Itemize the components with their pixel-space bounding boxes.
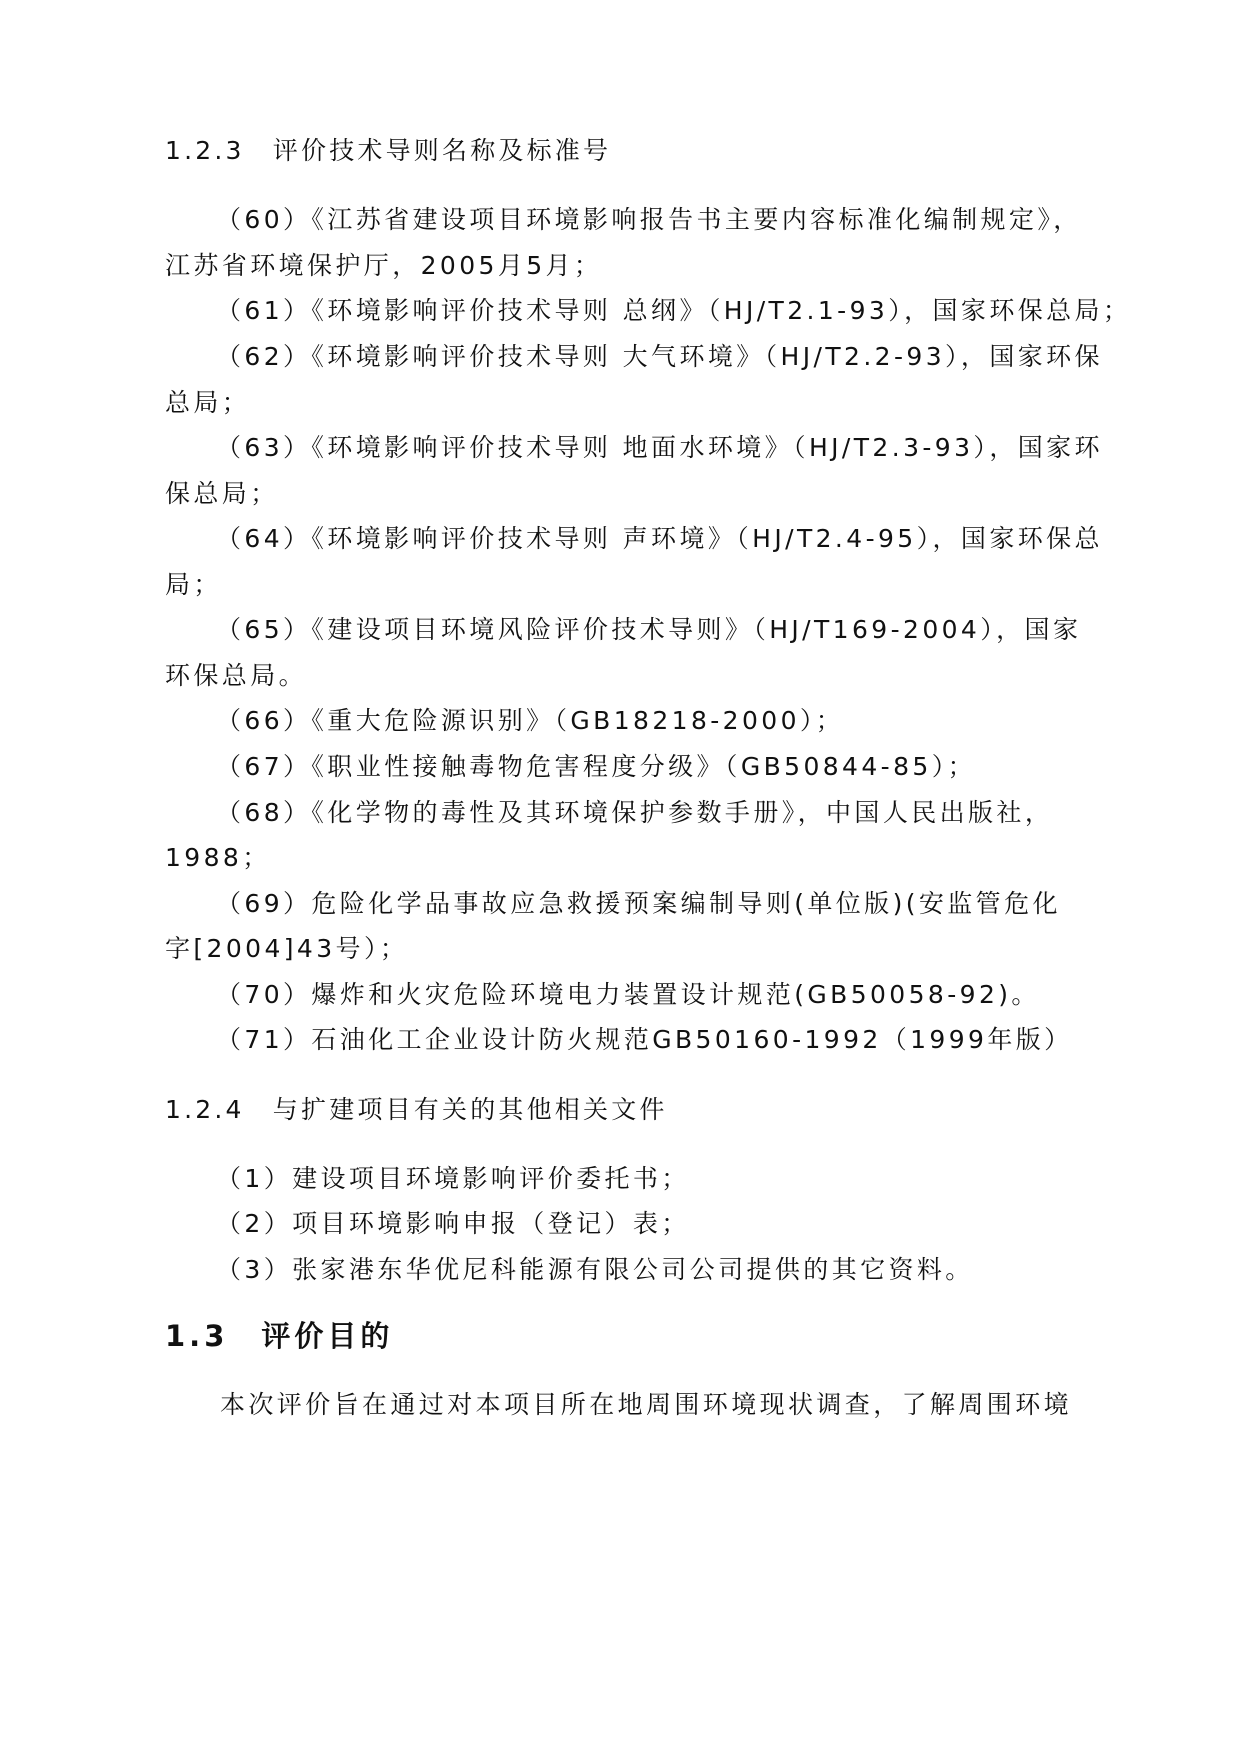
ref-item-68-line2: 1988； [165, 843, 271, 872]
related-file-item-3: （3）张家港东华优尼科能源有限公司公司提供的其它资料。 [216, 1255, 974, 1284]
ref-item-62-line2: 总局； [165, 388, 251, 417]
ref-item-67: （67）《职业性接触毒物危害程度分级》（GB50844-85）； [216, 752, 976, 781]
ref-item-61: （61）《环境影响评价技术导则 总纲》（HJ/T2.1-93），国家环保总局； [216, 296, 1132, 325]
ref-item-60-line2: 江苏省环境保护厅，2005月5月； [165, 251, 603, 280]
ref-item-63-line1: （63）《环境影响评价技术导则 地面水环境》（HJ/T2.3-93），国家环 [216, 433, 1103, 462]
ref-item-69-line2: 字[2004]43号）； [165, 934, 409, 963]
ref-item-64-line2: 局； [165, 570, 222, 599]
section-heading-1-2-3: 1.2.3 评价技术导则名称及标准号 [165, 136, 612, 165]
ref-item-65-line2: 环保总局。 [165, 661, 308, 690]
section-heading-1-3: 1.3 评价目的 [165, 1319, 394, 1353]
body-paragraph: 本次评价旨在通过对本项目所在地周围环境现状调查，了解周围环境 [220, 1390, 1073, 1419]
ref-item-60-line1: （60）《江苏省建设项目环境影响报告书主要内容标准化编制规定》， [216, 205, 1082, 234]
ref-item-65-line1: （65）《建设项目环境风险评价技术导则》（HJ/T169-2004），国家 [216, 615, 1082, 644]
ref-item-63-line2: 保总局； [165, 479, 279, 508]
section-heading-1-2-4: 1.2.4 与扩建项目有关的其他相关文件 [165, 1095, 668, 1124]
ref-item-70: （70）爆炸和火灾危险环境电力装置设计规范(GB50058-92)。 [216, 980, 1040, 1009]
ref-item-69-line1: （69）危险化学品事故应急救援预案编制导则(单位版)(安监管危化 [216, 889, 1061, 918]
ref-item-62-line1: （62）《环境影响评价技术导则 大气环境》（HJ/T2.2-93），国家环保 [216, 342, 1103, 371]
ref-item-71: （71）石油化工企业设计防火规范GB50160-1992（1999年版） [216, 1025, 1073, 1054]
ref-item-64-line1: （64）《环境影响评价技术导则 声环境》（HJ/T2.4-95），国家环保总 [216, 524, 1103, 553]
ref-item-66: （66）《重大危险源识别》（GB18218-2000）； [216, 706, 845, 735]
ref-item-68-line1: （68）《化学物的毒性及其环境保护参数手册》，中国人民出版社， [216, 798, 1054, 827]
related-file-item-1: （1）建设项目环境影响评价委托书； [216, 1164, 690, 1193]
related-file-item-2: （2）项目环境影响申报（登记）表； [216, 1209, 690, 1238]
